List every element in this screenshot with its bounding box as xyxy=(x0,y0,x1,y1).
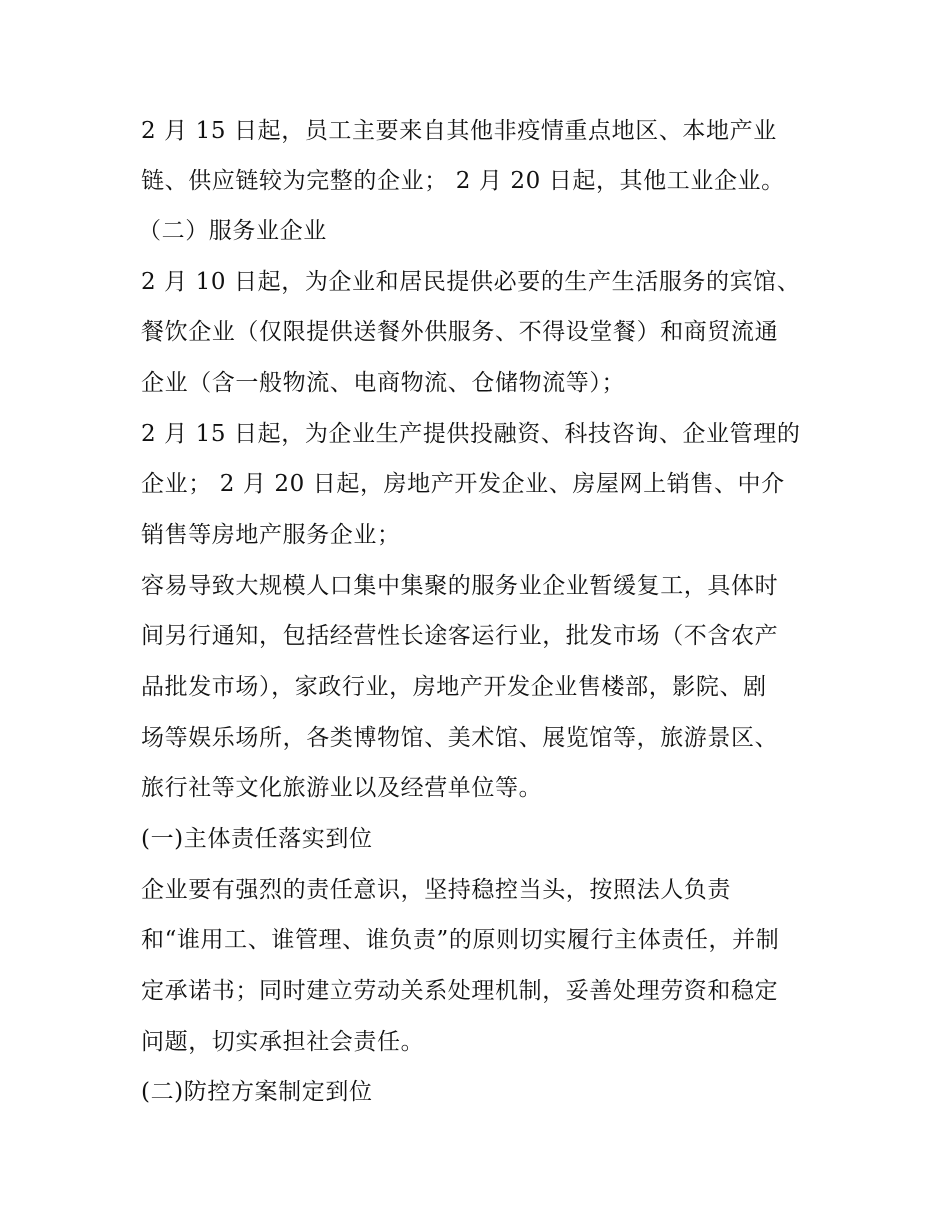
text-line: 和“谁用工、谁管理、谁负责”的原则切实履行主体责任，并制 xyxy=(141,927,780,953)
text-line: 场等娱乐场所，各类博物馆、美术馆、展览馆等，旅游景区、 xyxy=(141,725,779,751)
text-line: 餐饮企业（仅限提供送餐外供服务、不得设堂餐）和商贸流通 xyxy=(141,319,779,345)
text-line: 2 月 15 日起，员工主要来自其他非疫情重点地区、本地产业 xyxy=(141,118,777,144)
section-heading: （二）服务业企业 xyxy=(138,218,327,244)
text-line: 品批发市场），家政行业，房地产开发企业售楼部，影院、剧 xyxy=(141,674,767,700)
text-line: 定承诺书；同时建立劳动关系处理机制，妥善处理劳资和稳定 xyxy=(141,978,779,1004)
text-line: 销售等房地产服务企业； xyxy=(141,522,401,548)
text-line: 间另行通知，包括经营性长途客运行业，批发市场（不含农产 xyxy=(141,623,779,649)
section-heading: (二)防控方案制定到位 xyxy=(141,1079,373,1105)
text-line: 问题，切实承担社会责任。 xyxy=(141,1029,425,1055)
text-line: 2 月 10 日起，为企业和居民提供必要的生产生活服务的宾馆、 xyxy=(141,269,801,295)
text-line: 2 月 15 日起，为企业生产提供投融资、科技咨询、企业管理的 xyxy=(141,421,801,447)
text-line: 企业（含一般物流、电商物流、仓储物流等）； xyxy=(141,370,626,396)
text-line: 链、供应链较为完整的企业； 2 月 20 日起，其他工业企业。 xyxy=(141,168,785,194)
text-line: 容易导致大规模人口集中集聚的服务业企业暂缓复工，具体时 xyxy=(141,573,779,599)
section-heading: (一)主体责任落实到位 xyxy=(141,826,373,852)
text-line: 旅行社等文化旅游业以及经营单位等。 xyxy=(141,775,543,801)
text-line: 企业； 2 月 20 日起，房地产开发企业、房屋网上销售、中介 xyxy=(141,471,785,497)
text-line: 企业要有强烈的责任意识，坚持稳控当头，按照法人负责 xyxy=(141,877,731,903)
